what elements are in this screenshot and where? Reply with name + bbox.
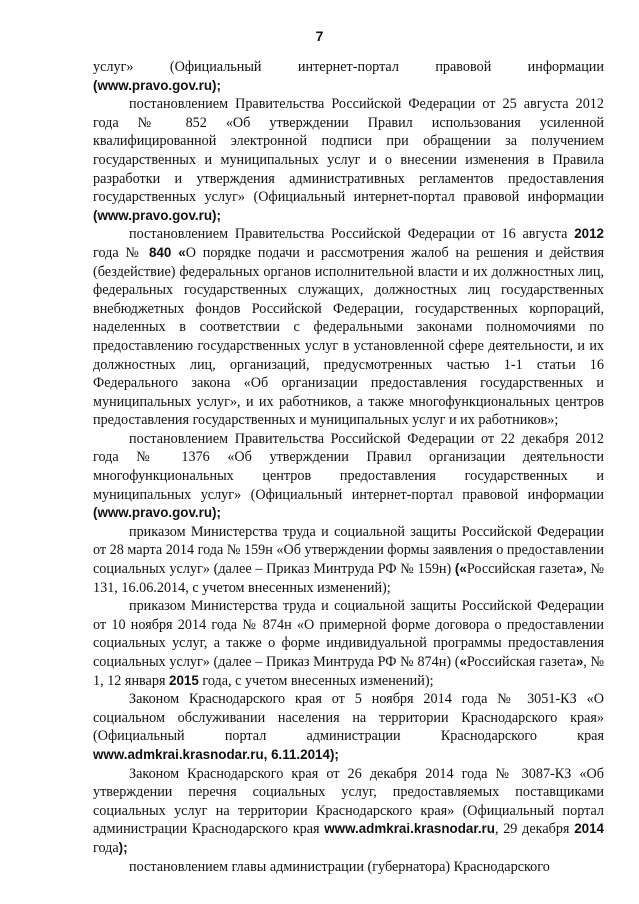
text-run: Законом Краснодарского края от 26 декабря 2014 года № 3087-КЗ «Об утверждении перечня социальных услуг, предоставляемых поставщиками социальных услуг на территории Краснодарского края» (Официальный портал администрации Краснодарского края <box>93 765 604 838</box>
text-run: постановлением Правительства Российской Федерации от 25 августа 2012 года № 852 «Об утверждении Правил использования усиленной квалифицированной электронной подписи при обращении за получением государственных и муниципальных услуг и о внесении изменения в Правила разработки и утверждения административных регламентов предоставления государственных услуг» (Официальный интернет-портал правовой информации <box>93 96 604 206</box>
bold-text-run: ); <box>118 839 128 855</box>
text-run: приказом Министерства труда и социальной защиты Российской Федерации от 10 ноября 2014 года № 874н «О примерной форме договора о предоставлении социальных услуг, а также о форме индивидуальной программы предоставления социальных услуг» (далее – Приказ Минтруда РФ № 874н) ( <box>93 598 604 670</box>
text-run: , № 131, 16.06.2014, с учетом внесенных изменений); <box>93 561 604 596</box>
text-run: года № <box>93 244 149 261</box>
bold-text-run: www.admkrai.krasnodar.ru, 6.11.2014); <box>93 746 339 762</box>
bold-text-run: 2014 <box>574 821 604 837</box>
paragraph <box>93 58 604 95</box>
bold-text-run: (« <box>454 561 467 577</box>
paragraph <box>93 690 604 764</box>
paragraph <box>93 95 604 225</box>
text-run: , 29 декабря <box>494 821 575 838</box>
bold-text-run: 2015 <box>169 672 199 688</box>
bold-text-run: (www.pravo.gov.ru); <box>93 77 221 93</box>
text-run: постановлением главы администрации (губернатора) Краснодарского <box>129 858 550 875</box>
paragraph <box>93 225 604 430</box>
text-run: услуг» (Официальный интернет-портал правовой информации <box>93 59 604 75</box>
bold-text-run: www.admkrai.krasnodar.ru <box>324 821 495 837</box>
text-run: , № 1, 12 января <box>93 654 605 689</box>
paragraph <box>93 430 604 523</box>
text-run: О порядке подачи и рассмотрения жалоб на решения и действия (бездействие) федеральных органов исполнительной власти и их должностных лиц, федеральных государственных служащих, должностных лиц государственных внебюджетных фондов Российской Федерации, государственных корпораций, наделенных в соответствии с федеральными законами полномочиями по предоставлению государственных услуг в установленной сфере деятельности, и их должностных лиц, организаций, предусмотренных частью 1-1 статьи 16 Федерального закона «Об организации предоставления государственных и муниципальных услуг», и их работников, а также многофункциональных центров предоставления государственных и муниципальных услуг и их работников»; <box>93 244 605 429</box>
bold-text-run: » <box>575 654 584 669</box>
paragraph <box>93 597 604 690</box>
page-number: 7 <box>315 28 324 44</box>
bold-text-run: » <box>575 561 584 577</box>
paragraph <box>93 523 604 597</box>
text-run: года <box>93 839 119 856</box>
text-run: года, с учетом внесенных изменений); <box>198 672 434 689</box>
bold-text-run: 2012 <box>574 226 604 242</box>
bold-text-run: (www.pravo.gov.ru); <box>93 207 221 223</box>
text-run: приказом Министерства труда и социальной защиты Российской Федерации от 28 марта 2014 года № 159н «Об утверждении формы заявления о предоставлении социальных услуг» (далее – Приказ Минтруда РФ № 159н) <box>93 523 604 578</box>
text-run: Законом Краснодарского края от 5 ноября 2014 года № 3051-КЗ «О социальном обслуживании населения на территории Краснодарского края» (Официальный портал администрации Краснодарского края <box>93 691 604 745</box>
bold-text-run: (www.pravo.gov.ru); <box>93 505 221 521</box>
text-run: постановлением Правительства Российской Федерации от 22 декабря 2012 года № 1376 «Об утверждении Правил организации деятельности многофункциональных центров предоставления государственных и муниципальных услуг» (Официальный интернет-портал правовой информации <box>93 430 604 503</box>
paragraph <box>93 765 604 858</box>
bold-text-run: « <box>459 654 467 669</box>
text-run: Российская газета <box>466 654 576 670</box>
text-run: Российская газета <box>466 561 576 578</box>
document-body <box>93 58 604 876</box>
paragraph <box>93 858 604 877</box>
text-run: постановлением Правительства Российской Федерации от 16 августа <box>129 226 575 243</box>
bold-text-run: 840 « <box>148 244 186 260</box>
